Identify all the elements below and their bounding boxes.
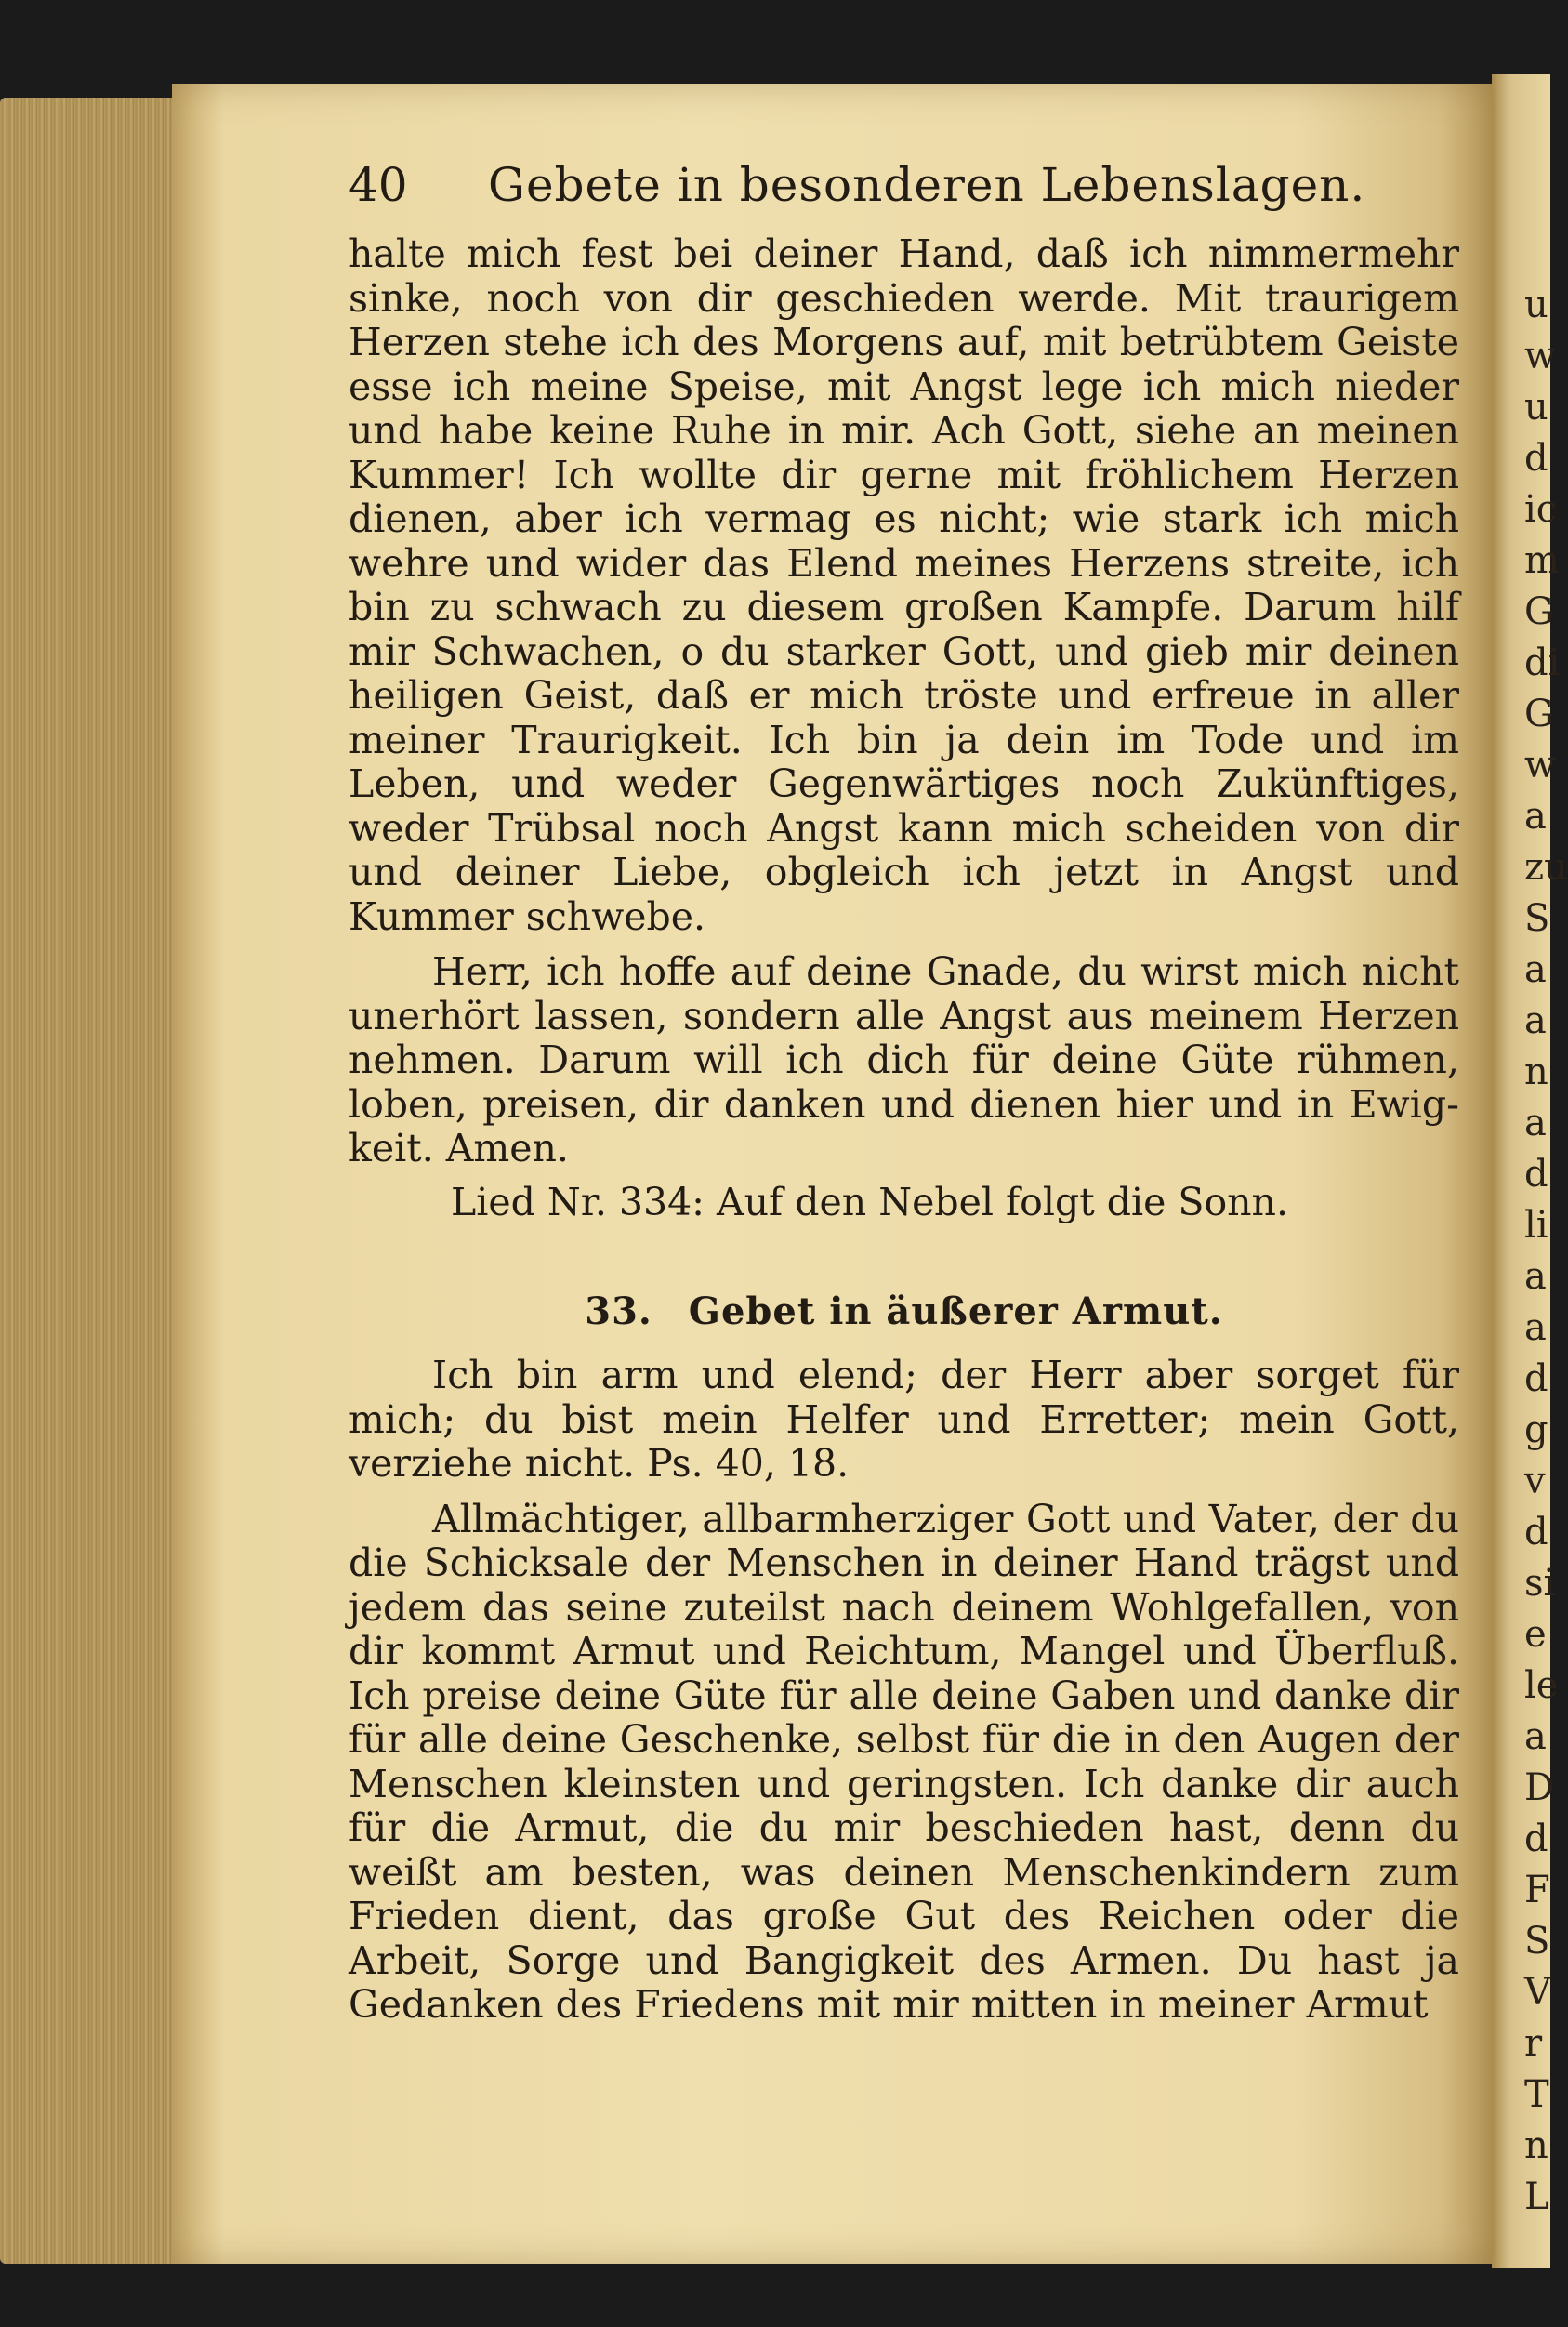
facing-page-fragment: si [1524, 1562, 1556, 1605]
section-number: 33. [585, 1289, 652, 1333]
facing-page-fragment: L [1524, 2175, 1549, 2218]
facing-page-fragment: u [1524, 284, 1548, 326]
facing-page-fragment: g [1524, 1408, 1548, 1451]
facing-page-fragment: a [1524, 948, 1547, 991]
page-header [349, 158, 1459, 232]
facing-page-fragment: d [1524, 437, 1548, 480]
section-heading [349, 1289, 1459, 1333]
facing-page-fragment: d [1524, 1511, 1548, 1554]
section-title: Gebet in äußerer Armut. [688, 1289, 1223, 1333]
facing-page-fragment: a [1524, 999, 1547, 1042]
page-number: 40 [349, 158, 408, 212]
running-title: Gebete in besonderen Lebenslagen. [488, 158, 1366, 212]
body-paragraph-1: halte mich fest bei deiner Hand, daß ich nimmermehr sinke, noch von dir geschieden werde. Mit traurigem Herzen stehe ich des Morgens auf, mit betrübtem Geiste esse ich meine Speise, mit Angst lege ich mich nieder und habe keine Ruhe in mir. Ach Gott, siehe an meinen Kummer! Ich wollte dir gerne mit fröhlichem Herzen dienen, aber ich vermag es nicht; wie stark ich mich wehre und wider das Elend meines Herzens streite, ich bin zu schwach zu diesem großen Kampfe. Darum hilf mir Schwachen, o du starker Gott, und gieb mir deinen heiligen Geist, daß er mich tröste und erfreue in aller meiner Traurigkeit. Ich bin ja dein im Tode und im Leben, und weder Gegenwärtiges noch Zukünftiges, weder Trübsal noch Angst kann mich scheiden von dir und deiner Liebe, obgleich ich jetzt in Angst und Kummer schwebe. [349, 231, 1459, 939]
facing-page-fragment: a [1524, 1306, 1547, 1349]
facing-page-fragment: n [1524, 1051, 1548, 1093]
facing-page-fragment: zu [1524, 846, 1568, 889]
facing-page-fragment: ic [1524, 488, 1558, 531]
facing-page-fragment: w [1524, 744, 1557, 787]
facing-page-fragment: G [1524, 590, 1554, 633]
facing-page-fragment: d [1524, 1818, 1548, 1860]
facing-page-fragment: e [1524, 1613, 1547, 1656]
section-paragraph: Allmächtiger, allbarmherziger Gott und Vater, der du die Schicksale der Menschen in deiner Hand trägst und jedem das seine zuteilst nach deinem Wohlgefallen, von dir kommt Armut und Reichtum, Mangel und Überfluß. Ich preise deine Güte für alle deine Gaben und danke dir für alle deine Geschenke, selbst für die in den Augen der Menschen kleinsten und geringsten. Ich danke dir auch für die Armut, die du mir beschieden hast, denn du weißt am besten, was deinen Menschenkindern zum Frieden dient, das große Gut des Reichen oder die Arbeit, Sorge und Bangigkeit des Armen. Du hast ja Gedanken des Friedens mit mir mitten in meiner Armut [349, 1496, 1459, 2027]
facing-page-fragment: a [1524, 1255, 1547, 1298]
facing-page-fragment: u [1524, 386, 1548, 429]
facing-page-fragment: m [1524, 539, 1560, 582]
facing-page-fragment: w [1524, 335, 1557, 377]
facing-page-fragment: li [1524, 1204, 1548, 1247]
facing-page-fragment: S [1524, 1920, 1550, 1963]
facing-page-fragment: a [1524, 795, 1547, 838]
facing-page-fragment: v [1524, 1460, 1546, 1502]
facing-page-fragment: D [1524, 1766, 1555, 1809]
facing-page-fragment: F [1524, 1869, 1550, 1911]
facing-page-fragment: le [1524, 1664, 1559, 1707]
facing-page-fragment: di [1524, 641, 1561, 684]
facing-page-fragment: G [1524, 693, 1554, 735]
facing-page-fragment: d [1524, 1357, 1548, 1400]
body-paragraph-2: Herr, ich hoffe auf deine Gnade, du wirst mich nicht unerhört lassen, sondern alle Angst aus meinem Herzen nehmen. Darum will ich dich für deine Güte rühmen, loben, preisen, dir danken und dienen hier und in Ewigkeit. Amen. [349, 949, 1459, 1170]
facing-page-fragment: d [1524, 1153, 1548, 1196]
facing-page-fragment: S [1524, 897, 1550, 940]
book-page-edges [0, 98, 172, 2264]
facing-page-fragment: r [1524, 2022, 1543, 2065]
facing-page-fragment: a [1524, 1715, 1547, 1758]
section-verse: Ich bin arm und elend; der Herr aber sorget für mich; du bist mein Helfer und Erretter; mein Gott, verziehe nicht. Ps. 40, 18. [349, 1353, 1459, 1486]
facing-page-fragment: n [1524, 2124, 1548, 2167]
song-reference: Lied Nr. 334: Auf den Nebel folgt die Sonn. [451, 1179, 1288, 1224]
facing-page-fragment: V [1524, 1971, 1551, 2014]
page-content [349, 158, 1459, 2028]
facing-page-fragment: a [1524, 1102, 1547, 1144]
facing-page-fragment: T [1524, 2073, 1549, 2116]
